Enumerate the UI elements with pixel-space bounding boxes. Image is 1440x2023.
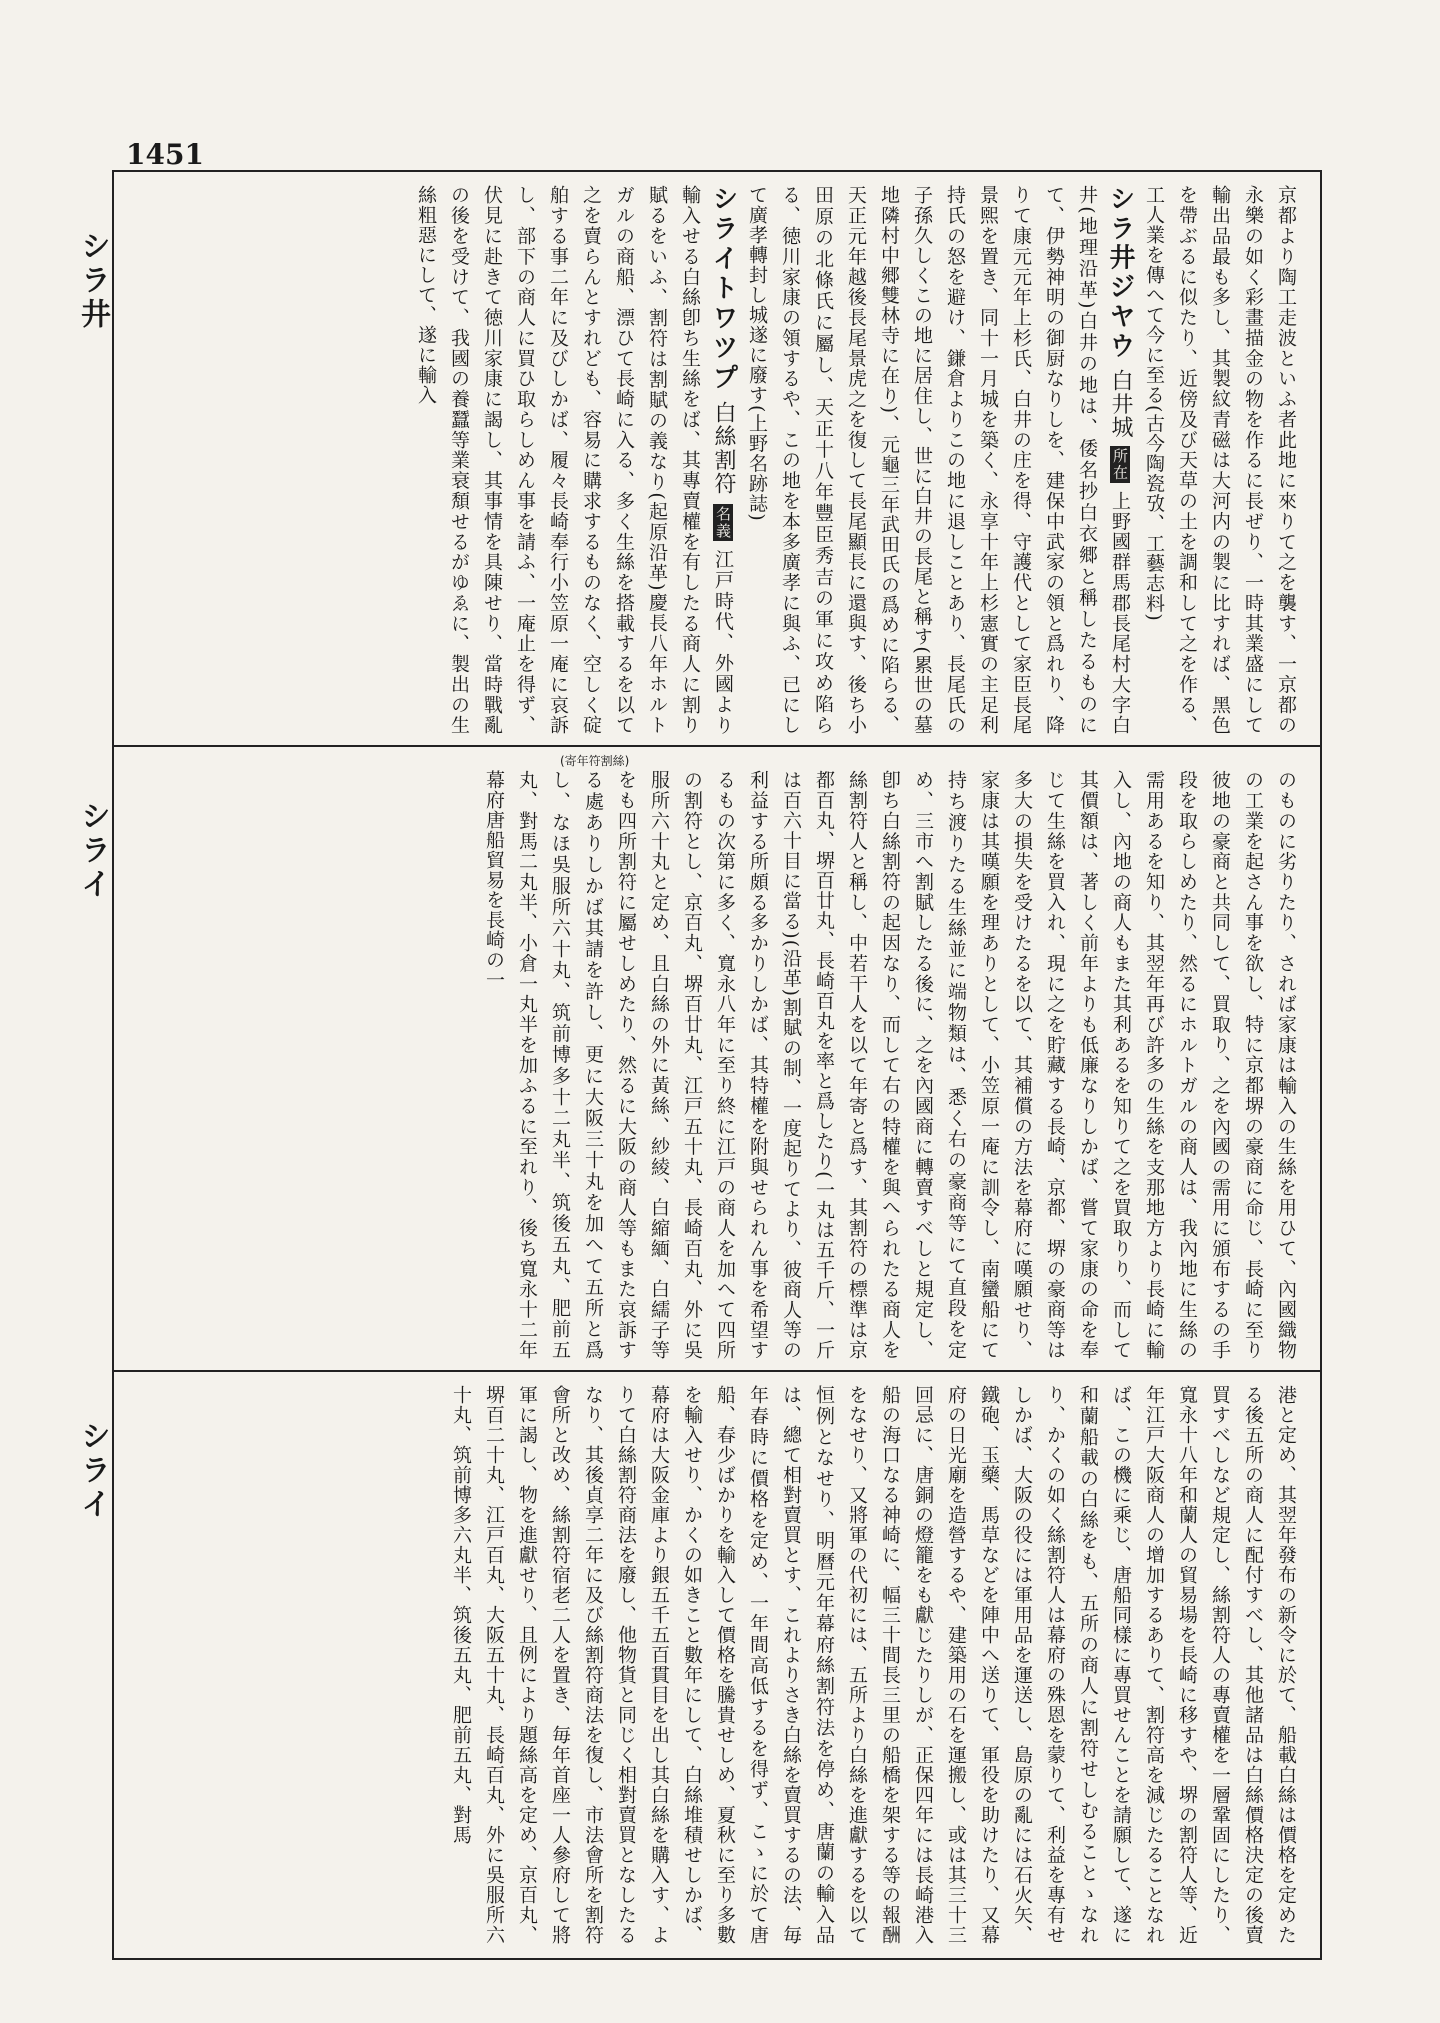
middle-section — [132, 770, 1302, 1360]
upper-section — [132, 185, 1302, 735]
intro-paragraph: 京都より陶工走波といふ者此地に來りて之を襲す、一京都の永樂の如く彩畫描金の物を作るに長ぜり、一時其業盛にして輸出品最も多し、其製紋青磁は大河内の製に比すれば、黑色を帶ぶるに似たり、近傍及び天草の土を調和して之を作る、工人業を傳へて今に至る(古今陶瓷攷、工藝志料) — [1143, 185, 1297, 735]
entry-tag: 所在 — [1111, 448, 1129, 482]
entry-body: 江戸時代、外國より輸入せる白絲卽ち生絲をば、其專賣權を有したる商人に割り賦るをいふ、割符は割賦の義なり(起原沿革)慶長八年ホルトガルの商船、漂ひて長崎に入る、多く生絲を搭載するを以て之を賣らんとすれども、容易に購求するものなく、空しく碇舶する事二年に及びしかば、履々長崎奉行小笠原一庵に哀訴し、部下の商人に買ひ取らしめん事を請ふ、一庵止を得ず、伏見に赴きて徳川家康に謁し、其事情を具陳せり、當時戰亂の後を受けて、我國の養蠶等業衰頽せるがゆゑに、製出の生絲粗惡にして、遂に輸入 — [415, 185, 734, 735]
entry-tag: 名義 — [714, 505, 732, 540]
entry-kanji: 白絲割符 — [711, 401, 736, 496]
entry-headword: シラ井ジヤウ — [1105, 185, 1135, 362]
lower-section — [132, 1385, 1302, 1945]
entry-headword: シライトワツプ — [708, 185, 738, 394]
section-divider-upper — [112, 745, 1322, 747]
side-label-middle: シライ — [75, 800, 110, 902]
entry-shirai-castle — [740, 185, 1137, 735]
entry-kanji: 白井城 — [1108, 368, 1133, 439]
caption: (寄年符割絲) — [560, 754, 630, 768]
lower-body: 港と定め、其翌年發布の新令に於て、船載白絲は價格を定めたる後五所の商人に配付すべし、其他諸品は白絲價格決定の後賣買すべしなど規定し、絲割符人の專賣權を一層鞏固にしたり、寬永十八年和蘭人の貿易場を長崎に移すや、堺の割符人等、近年江戸大阪商人の增加するありて、割符高を減じたることなれば、この機に乘じ、唐船同樣に專買せんことを請願して、遂に和蘭船載の白絲をも、五所の商人に割符せしむることゝなれり、かくの如く絲割符人は幕府の殊恩を蒙りて、利益を專有せしかば、大阪の役には軍用品を運送し、島原の亂には石火矢、鐵砲、玉藥、馬草などを陣中へ送りて、軍役を助けたり、又幕府の日光廟を造營するや、建築用の石を運搬し、或は其三十三回忌に、唐銅の燈籠をも獻じたりしが、正保四年には長崎港入船の海口なる神崎に、幅三十間長三里の船橋を架する等の報酬をなせり、又將軍の代初には、五所より白絲を進獻するを以て恒例となせり、明曆元年幕府絲割符法を停め、唐蘭の輸入品は、總て相對賣買とす、これよりさき白絲を賣買するの法、毎年春時に價格を定め、一年間高低するを得ず、こゝに於て唐船、春少ばかりを輸入して價格を騰貴せしめ、夏秋に至り多數を輸入せり、かくの如きこと數年にして、白絲堆積せしかば、幕府は大阪金庫より銀五千五百貫目を出し其白絲を購入す、よりて白絲割符商法を廢し、他物貨と同じく相對賣買となしたるなり、其後貞享二年に及び絲割符商法を復し、市法會所を割符會所と改め、絲割符宿老二人を置き、毎年首座一人參府して將軍に謁し、物を進獻せり、且例により題絲高を定め、京百丸、堺百二十丸、江戸百丸、大阪五十丸、長崎百丸、外に吳服所六十丸、筑前博多六丸半、筑後五丸、肥前五丸、對馬 — [450, 1385, 1297, 1945]
section-divider-lower — [112, 1370, 1322, 1372]
middle-body: のものに劣りたり、されば家康は輸入の生絲を用ひて、內國織物の工業を起さん事を欲し、特に京都堺の豪商に命じ、長崎に至り彼地の豪商と共同して、買取り、之を內國の需用に頒布するの手段を取らしめたり、然るにホルトガルの商人は、我內地に生絲の需用あるを知り、其翌年再び許多の生絲を支那地方より長崎に輸入し、內地の商人もまた其利あるを知りて之を買取りり、而して其價額は、著しく前年よりも低廉なりしかば、嘗て家康の命を奉じて生絲を買入れ、現に之を貯藏する長崎、京都、堺の豪商等は多大の損失を受けたるを以て、其補償の方法を幕府に嘆願せり、家康は其嘆願を理ありとして、小笠原一庵に訓令し、南蠻船にて持ち渡りたる生絲並に端物類は、悉く右の豪商等にて直段を定め、三市へ割賦したる後に、之を內國商に轉賣すべしと規定し、卽ち白絲割符の起因なり、而して右の特權を與へられたる商人を絲割符人と稱し、中若干人を以て年寄と爲す、其割符の標準は京都百丸、堺百廿丸、長崎百丸を率と爲したり(一丸は五千斤、一斤は百六十目に當る)(沿革)割賦の制、一度起りてより、彼商人等の利益する所頗る多かりしかば、其特權を附與せられん事を希望するもの次第に多く、寬永八年に至り終に江戸の商人を加へて四所の割符とし、京百丸、堺百廿丸、江戸五十丸、長崎百丸、外に吳服所六十丸と定め、且白絲の外に黃絲、紗綾、白縮緬、白繻子等をも四所割符に屬せしめたり、然るに大阪の商人等もまた哀訴する處ありしかば其請を許し、更に大阪三十丸を加へて五所と爲し、なほ吳服所六十丸、筑前博多十二丸半、筑後五丸、肥前五丸、對馬二丸半、小倉一丸半を加ふるに至れり、後ち寬永十二年幕府唐船貿易を長崎の一 — [483, 770, 1297, 1360]
entry-shiraitowappu — [409, 185, 740, 735]
side-label-lower: シライ — [75, 1420, 110, 1522]
entry-body: 上野國群馬郡長尾村大字白井(地理沿革)白井の地は、倭名抄白衣郷と稱したるものにて、伊勢神明の御厨なりしを、建保中武家の領と爲れり、降りて康元元年上杉氏、白井の庄を得、守護代として家臣長尾景煕を置き、同十一月城を築く、永享十年上杉憲實の主足利持氏の怒を避け、鎌倉よりこの地に退しことあり、長尾氏の子孫久しくこの地に居住し、世に白井の長尾と稱す(累世の墓地隣村中郷雙林寺に在り)、元龜三年武田氏の爲めに陷らる、天正元年越後長尾景虎之を復して長尾顯長に還與す、後ち小田原の北條氏に屬し、天正十八年豐臣秀吉の軍に攻め陷らる、徳川家康の領するや、この地を本多廣孝に與ふ、已にして廣孝轉封し城遂に廢す(上野名跡誌) — [746, 185, 1131, 735]
page-number: 1451 — [126, 138, 204, 171]
side-label-upper: シラ井 — [75, 230, 110, 332]
